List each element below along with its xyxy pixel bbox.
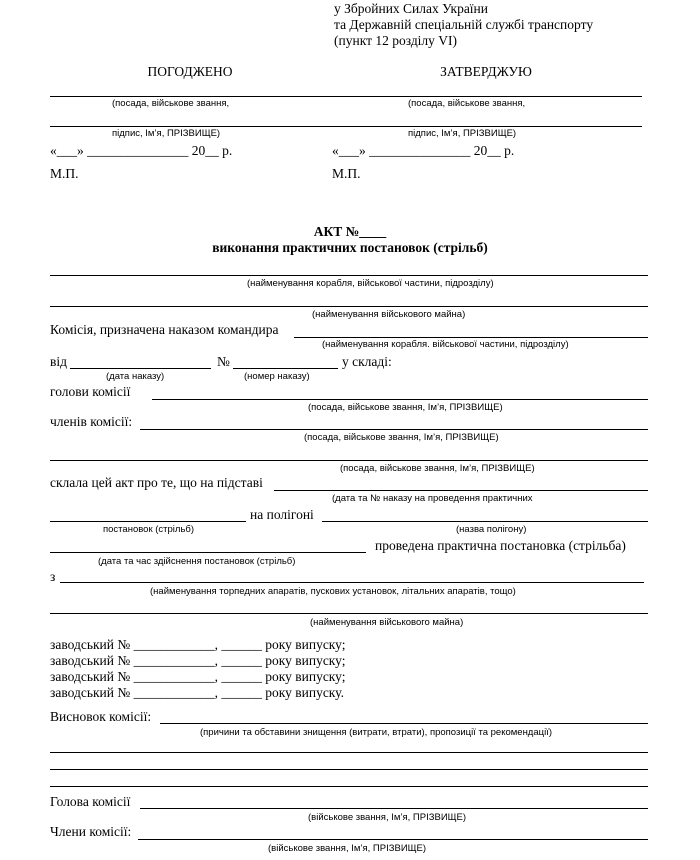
chair-label: Голова комісії	[50, 794, 131, 809]
approved-position-hint: (посада, військове звання,	[408, 98, 526, 109]
agreed-stamp: М.П.	[50, 166, 79, 181]
header-line-2: та Державній спеціальній службі транспорту	[334, 17, 594, 32]
number-sign: №	[217, 354, 230, 369]
order-date-field[interactable]	[70, 368, 211, 369]
order-date-hint: (дата наказу)	[106, 371, 165, 382]
conclusion-hint: (причини та обставини знищення (витрати, втрати), пропозиції та рекомендації)	[200, 727, 552, 738]
members-field-2[interactable]	[50, 460, 648, 461]
members-sign-field[interactable]	[138, 839, 648, 840]
order-number-hint: (номер наказу)	[244, 371, 310, 382]
drew-up-label: склала цей акт про те, що на підставі	[50, 475, 263, 490]
approved-signature-hint: підпис, Ім’я, ПРІЗВИЩЕ)	[408, 128, 517, 139]
agreed-position-hint: (посада, військове звання,	[112, 98, 230, 109]
serial-line-4[interactable]: заводський № ____________, ______ року випуску.	[50, 685, 344, 700]
signature-line[interactable]	[50, 126, 642, 127]
at-range-label: на полігоні	[250, 507, 314, 522]
conclusion-field-2[interactable]	[50, 752, 648, 753]
conclusion-field-3[interactable]	[50, 769, 648, 770]
approved-stamp: М.П.	[332, 166, 361, 181]
member-3-hint: (посада, військове звання, Ім’я, ПРІЗВИЩЕ)	[340, 463, 535, 474]
member-2-hint: (посада, військове звання, Ім’я, ПРІЗВИЩЕ)	[304, 432, 499, 443]
commission-label: Комісія, призначена наказом командира	[50, 322, 279, 337]
member-1-hint: (посада, військове звання, Ім’я, ПРІЗВИЩЕ)	[308, 402, 503, 413]
members-label: членів комісії:	[50, 414, 133, 429]
order-basis-field[interactable]	[274, 490, 648, 491]
order-basis-hint: (дата та № наказу на проведення практичних	[332, 493, 533, 504]
composition-label: у складі:	[342, 354, 392, 369]
header-line-1: у Збройних Силах України	[334, 1, 489, 16]
ship-unit-line[interactable]	[50, 275, 648, 276]
serial-line-3[interactable]: заводський № ____________, ______ року випуску;	[50, 669, 346, 684]
military-property-line-2[interactable]	[50, 613, 648, 614]
from-label: від	[50, 354, 67, 369]
serial-line-2[interactable]: заводський № ____________, ______ року випуску;	[50, 653, 346, 668]
launchers-hint: (найменування торпедних апаратів, пускових установок, літальних апаратів, тощо)	[150, 586, 516, 597]
approved-date-field[interactable]: «___» _______________ 20__ р.	[332, 143, 515, 158]
conclusion-field-4[interactable]	[50, 786, 648, 787]
range-name-field[interactable]	[322, 521, 648, 522]
members-sign-label: Члени комісії:	[50, 824, 132, 839]
chairman-label: голови комісії	[50, 384, 131, 399]
military-property-hint: (найменування військового майна)	[312, 309, 466, 320]
launches-field[interactable]	[50, 521, 246, 522]
conclusion-label: Висновок комісії:	[50, 709, 152, 724]
launches-hint: постановок (стрільб)	[103, 524, 195, 535]
members-sign-hint: (військове звання, Ім’я, ПРІЗВИЩЕ)	[268, 843, 427, 854]
chair-sign-field[interactable]	[140, 808, 648, 809]
order-number-field[interactable]	[233, 368, 338, 369]
header-line-3: (пункт 12 розділу VI)	[334, 33, 458, 48]
members-field[interactable]	[140, 429, 648, 430]
military-property-line[interactable]	[50, 306, 648, 307]
conducted-label: проведена практична постановка (стрільба)	[375, 538, 626, 553]
chair-sign-hint: (військове звання, Ім’я, ПРІЗВИЩЕ)	[308, 812, 467, 823]
ship-unit-hint: (найменування корабля, військової частини, підрозділу)	[247, 278, 494, 289]
range-name-hint: (назва полігону)	[456, 524, 527, 535]
serial-line-1[interactable]: заводський № ____________, ______ року випуску;	[50, 637, 346, 652]
agreed-title: ПОГОДЖЕНО	[147, 64, 233, 79]
chairman-field[interactable]	[152, 399, 648, 400]
agreed-date-field[interactable]: «___» _______________ 20__ р.	[50, 143, 233, 158]
from-z-label: з	[50, 569, 56, 584]
launchers-field[interactable]	[60, 582, 644, 583]
datetime-hint: (дата та час здійснення постановок (стрільб)	[98, 556, 296, 567]
position-line[interactable]	[50, 96, 642, 97]
conclusion-field[interactable]	[160, 723, 648, 724]
approved-title: ЗАТВЕРДЖУЮ	[440, 64, 532, 79]
commander-field[interactable]	[294, 337, 648, 338]
military-property-hint-2: (найменування військового майна)	[310, 617, 464, 628]
act-title: АКТ №____	[313, 224, 387, 239]
agreed-signature-hint: підпис, Ім’я, ПРІЗВИЩЕ)	[112, 128, 221, 139]
act-subtitle: виконання практичних постановок (стрільб)	[212, 240, 488, 255]
datetime-field[interactable]	[50, 552, 366, 553]
ship-unit-hint-2: (найменування корабля. військової частини, підрозділу)	[322, 339, 569, 350]
